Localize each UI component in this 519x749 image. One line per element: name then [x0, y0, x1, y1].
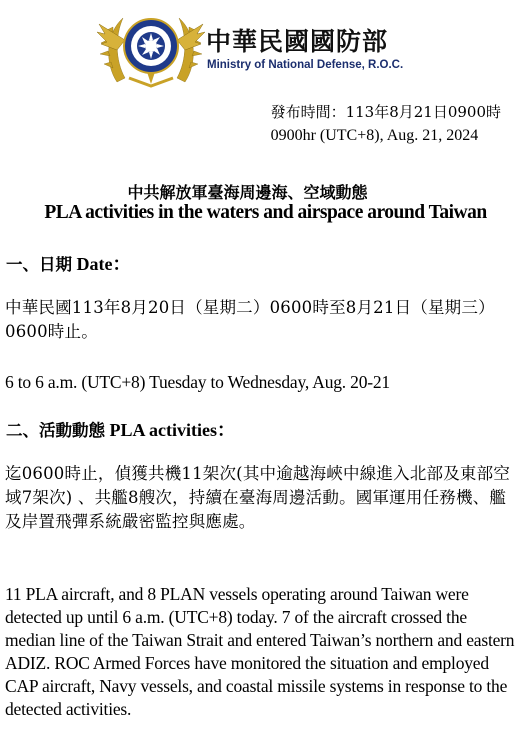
release-time [271, 100, 501, 148]
release-time-en: 0900hr (UTC+8), Aug. 21, 2024 [270, 127, 479, 144]
ministry-name-en: Ministry of National Defense, R.O.C. [207, 59, 404, 71]
activities-zh-text: 迄0600時止，偵獲共機11架次(其中逾越海峽中線進入北部及東部空域7架次) 、共艦8艘次，持續在臺海周邊活動。國軍運用任務機、艦及岸置飛彈系統嚴密監控與應處。 [5, 464, 511, 531]
section-date-heading-en: Date： [72, 254, 131, 274]
activities-en-text: 11 PLA aircraft, and 8 PLAN vessels operating around Taiwan were detected up until 6 a.m. (UTC+8) today. 7 of the aircraft crossed the median line of the Taiwan Strait and entered Taiwan’s northern and eastern ADIZ. ROC Armed Forces have monitored the situation and employed CAP aircraft, Navy vessels, and coastal missile systems in response to the detected activities. [5, 584, 515, 719]
ministry-emblem-logo [95, 4, 207, 90]
section-activities-heading [6, 416, 235, 442]
section-activities-heading-zh: 二、活動動態 [6, 421, 105, 440]
page-title-en: PLA activities in the waters and airspace around Taiwan [44, 202, 487, 223]
section-date-heading-zh: 一、日期 [6, 255, 72, 274]
ministry-name-zh: 中華民國國防部 [206, 27, 389, 56]
section-activities-heading-en: PLA activities： [105, 420, 235, 440]
date-zh-text: 中華民國113年8月20日（星期二）0600時至8月21日（星期三）0600時止。 [5, 298, 495, 341]
section-date-heading [6, 250, 130, 276]
page-title-zh: 中共解放軍臺海周邊海、空域動態 [127, 183, 368, 202]
release-time-zh: 發布時間：113年8月21日0900時 [270, 103, 501, 121]
header [0, 0, 519, 95]
date-en-text: 6 to 6 a.m. (UTC+8) Tuesday to Wednesday, Aug. 20-21 [5, 372, 390, 392]
